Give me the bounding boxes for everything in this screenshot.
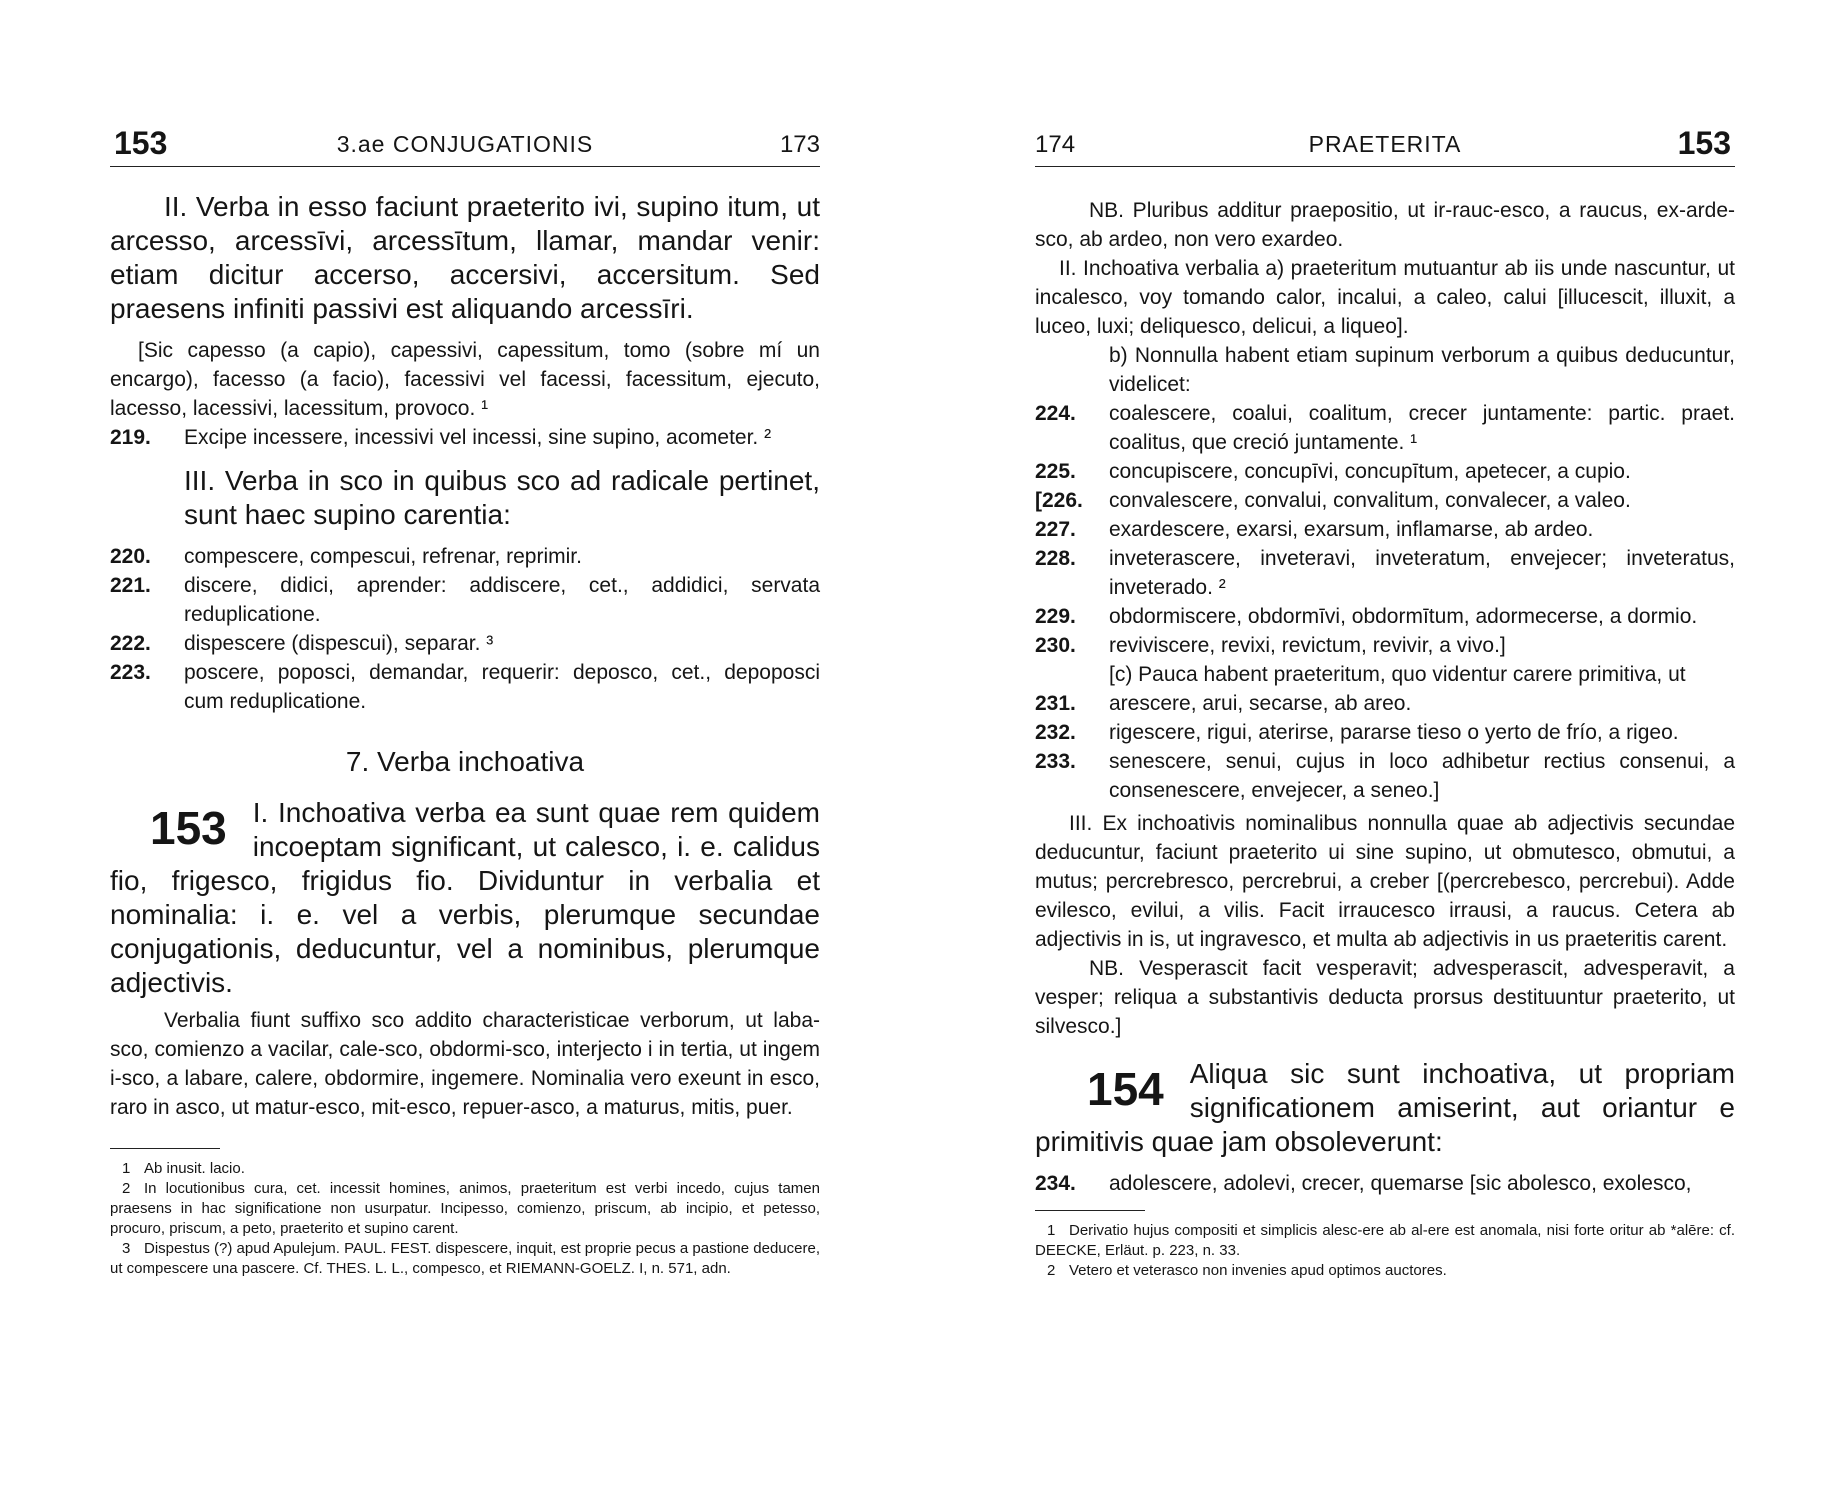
page-body	[1035, 196, 1735, 1281]
item-text: rigescere, rigui, aterirse, pararse tieso o yerto de frío, a rigeo.	[1109, 721, 1679, 744]
item-number: 227.	[1035, 518, 1076, 541]
footnote	[1035, 1221, 1735, 1261]
item-number: 221.	[110, 574, 151, 597]
list-item	[1035, 747, 1735, 805]
item-text: concupiscere, concupīvi, concupītum, apetecer, a cupio.	[1109, 460, 1631, 483]
footnote	[110, 1239, 820, 1279]
footnote-number: 1	[1047, 1222, 1056, 1239]
paragraph-II: II. Verba in esso faciunt praeterito ivi, supino itum, ut arcesso, arcessīvi, arcessītum, llamar, mandar venir: etiam dicitur accerso, accersivi, accersitum. Sed praesens infiniti passivi est aliquando arcessīri.	[110, 191, 820, 324]
item-text: senescere, senui, cujus in loco adhibetur rectius consenui, a consenescere, envejecer, a seneo.]	[1109, 750, 1735, 802]
item-text: poscere, poposci, demandar, requerir: deposco, cet., depoposci cum reduplicatione.	[184, 661, 820, 713]
footnote-text: In locutionibus cura, cet. incessit homines, animos, praeteritum est verbi incedo, cujus tamen praesens in hac significatione non usurpatur. Incipesso, comienzo, priscum, ab incipio, et petesso, procuro, priscum, a peto, praeterito et supino carent.	[110, 1180, 820, 1237]
paragraph-c: [c) Pauca habent praeteritum, quo videntur carere primitiva, ut	[1109, 663, 1686, 686]
paragraph-verbalia: Verbalia fiunt suffixo sco addito characteristicae verborum, ut laba-sco, comienzo a vacilar, cale-sco, obdormi-sco, interjecto i in tertia, ut ingem i-sco, a labare, calere, obdormire, ingemere. Nominalia vero exeunt in esco, raro in asco, ut matur-esco, mit-esco, repuer-asco, a maturus, mitis, puer.	[110, 1009, 820, 1119]
paragraph-I-block	[110, 796, 820, 1000]
item-list-b	[1035, 399, 1735, 660]
footnote-text: Vetero et veterasco non invenies apud optimos auctores.	[1069, 1262, 1447, 1279]
page-number: 173	[779, 131, 820, 158]
list-item	[1035, 718, 1735, 747]
nota-bene-1: NB. Pluribus additur praepositio, ut ir-rauc-esco, a raucus, ex-arde-sco, ab ardeo, non vero exardeo.	[1035, 199, 1735, 251]
note-sic: [Sic capesso (a capio), capessivi, capessitum, tomo (sobre mí un encargo), facesso (a facio), facessivi vel facessi, facessitum, ejecuto, lacesso, lacessivi, lacessitum, provoco. ¹	[110, 339, 820, 420]
footnote-number: 2	[1047, 1262, 1056, 1279]
page-header	[1035, 125, 1735, 165]
item-number: 225.	[1035, 460, 1076, 483]
item-number: 230.	[1035, 634, 1076, 657]
list-item	[110, 542, 820, 571]
item-number: 228.	[1035, 547, 1076, 570]
item-number: 233.	[1035, 750, 1076, 773]
item-text: obdormiscere, obdormīvi, obdormītum, adormecerse, a dormio.	[1109, 605, 1698, 628]
header-rule	[110, 166, 820, 167]
footnote-number: 2	[122, 1180, 131, 1197]
list-item	[1035, 689, 1735, 718]
item-number: [226.	[1035, 489, 1083, 512]
item-text: inveterascere, inveteravi, inveteratum, envejecer; inveteratus, inveterado. ²	[1109, 547, 1735, 599]
paragraph-154-block	[1035, 1057, 1735, 1159]
section-drop-number: 153	[150, 802, 227, 854]
item-number: 231.	[1035, 692, 1076, 715]
footnote-number: 1	[122, 1160, 131, 1177]
item-text: exardescere, exarsi, exarsum, inflamarse, ab ardeo.	[1109, 518, 1594, 541]
item-number: 234.	[1035, 1172, 1076, 1195]
item-number: 222.	[110, 632, 151, 655]
footnotes	[1035, 1221, 1735, 1281]
running-title: 3.ae CONJUGATIONIS	[336, 131, 594, 157]
page-body	[110, 190, 820, 1279]
page-left	[110, 0, 820, 1500]
footnote-rule	[1035, 1210, 1145, 1211]
item-text: coalescere, coalui, coalitum, crecer juntamente: partic. praet. coalitus, que creció juntamente. ¹	[1109, 402, 1735, 454]
list-item	[110, 571, 820, 629]
list-item	[1035, 1169, 1735, 1198]
footnote-text: Derivatio hujus compositi et simplicis alesc-ere ab al-ere est anomala, nisi forte oritur ab *alēre: cf. DEECKE, Erläut. p. 223, n. 33.	[1035, 1222, 1735, 1259]
list-item	[1035, 515, 1735, 544]
item-number: 224.	[1035, 402, 1076, 425]
list-item	[1035, 486, 1735, 515]
section-number: 153	[114, 125, 168, 161]
page-number: 174	[1035, 131, 1076, 158]
running-title: PRAETERITA	[1308, 131, 1462, 157]
item-number: 229.	[1035, 605, 1076, 628]
footnote	[110, 1179, 820, 1239]
item-text: adolescere, adolevi, crecer, quemarse [sic abolesco, exolesco,	[1109, 1172, 1692, 1195]
paragraph-III: III. Verba in sco in quibus sco ad radicale pertinet, sunt haec supino carentia:	[184, 465, 820, 530]
page-header	[110, 125, 820, 165]
list-item	[1035, 544, 1735, 602]
item-number: 223.	[110, 661, 151, 684]
item-text: discere, didici, aprender: addiscere, cet., addidici, servata reduplicatione.	[184, 574, 820, 626]
section-number: 153	[1677, 125, 1731, 161]
item-text: Excipe incessere, incessivi vel incessi, sine supino, acometer. ²	[184, 426, 772, 449]
item-number: 219.	[110, 426, 151, 449]
item-number: 232.	[1035, 721, 1076, 744]
footnote-text: Dispestus (?) apud Apulejum. PAUL. FEST. dispescere, inquit, est proprie pecus a pastione deducere, ut compescere una pascere. Cf. THES. L. L., compesco, et RIEMANN-GOELZ. I, n. 571, adn.	[110, 1240, 820, 1277]
footnote-rule	[110, 1148, 220, 1149]
item-text: arescere, arui, secarse, ab areo.	[1109, 692, 1412, 715]
paragraph-III: III. Ex inchoativis nominalibus nonnulla quae ab adjectivis secundae deducuntur, faciunt praeterito ui sine supino, ut obmutesco, obmutui, a mutus; percrebresco, percrebrui, a creber [(percrebesco, percrebui). Adde evilesco, evilui, a vilis. Facit irraucesco irrausi, a raucus. Cetera ab adjectivis in is, ut ingravesco, et multa ab adjectivis in us praeteritis carent.	[1035, 812, 1735, 951]
list-item	[110, 423, 820, 452]
footnote-number: 3	[122, 1240, 131, 1257]
item-text: reviviscere, revixi, revictum, revivir, a vivo.]	[1109, 634, 1506, 657]
list-item	[110, 658, 820, 716]
footnotes	[110, 1159, 820, 1279]
section-title: 7. Verba inchoativa	[345, 746, 585, 777]
list-item	[1035, 631, 1735, 660]
item-text: compescere, compescui, refrenar, reprimir.	[184, 545, 582, 568]
list-item	[1035, 399, 1735, 457]
paragraph-I: I. Inchoativa verba ea sunt quae rem quidem incoeptam significant, ut calesco, i. e. calidus fio, frigesco, frigidus fio. Dividuntur in verbalia et nominalia: i. e. vel a verbis, plerumque secundae conjugationis, deducuntur, vel a nominibus, plerumque adjectivis.	[110, 797, 820, 998]
list-item	[1035, 602, 1735, 631]
item-text: dispescere (dispescui), separar. ³	[184, 632, 494, 655]
nota-bene-2: NB. Vesperascit facit vesperavit; advesperascit, advesperavit, a vesper; reliqua a substantivis deducta prorsus destituuntur praeterito, ut silvesco.]	[1035, 957, 1735, 1038]
item-list-c	[1035, 689, 1735, 805]
list-item	[1035, 457, 1735, 486]
item-text: convalescere, convalui, convalitum, convalecer, a valeo.	[1109, 489, 1631, 512]
item-list	[110, 542, 820, 716]
paragraph-II: II. Inchoativa verbalia a) praeteritum mutuantur ab iis unde nascuntur, ut incalesco, voy tomando calor, incalui, a caleo, calui [illucescit, illuxit, a luceo, luxi; deliquesco, delicui, a liqueo].	[1035, 257, 1735, 338]
section-drop-number: 154	[1087, 1063, 1164, 1115]
item-number: 220.	[110, 545, 151, 568]
footnote-text: Ab inusit. lacio.	[144, 1160, 245, 1177]
paragraph-154: Aliqua sic sunt inchoativa, ut propriam significationem amiserint, aut oriantur e primitivis quae jam obsoleverunt:	[1035, 1058, 1735, 1157]
header-rule	[1035, 166, 1735, 167]
paragraph-b: b) Nonnulla habent etiam supinum verborum a quibus deducuntur, videlicet:	[1109, 344, 1735, 396]
footnote	[1035, 1261, 1735, 1281]
footnote	[110, 1159, 820, 1179]
page-right	[1035, 0, 1735, 1500]
list-item	[110, 629, 820, 658]
